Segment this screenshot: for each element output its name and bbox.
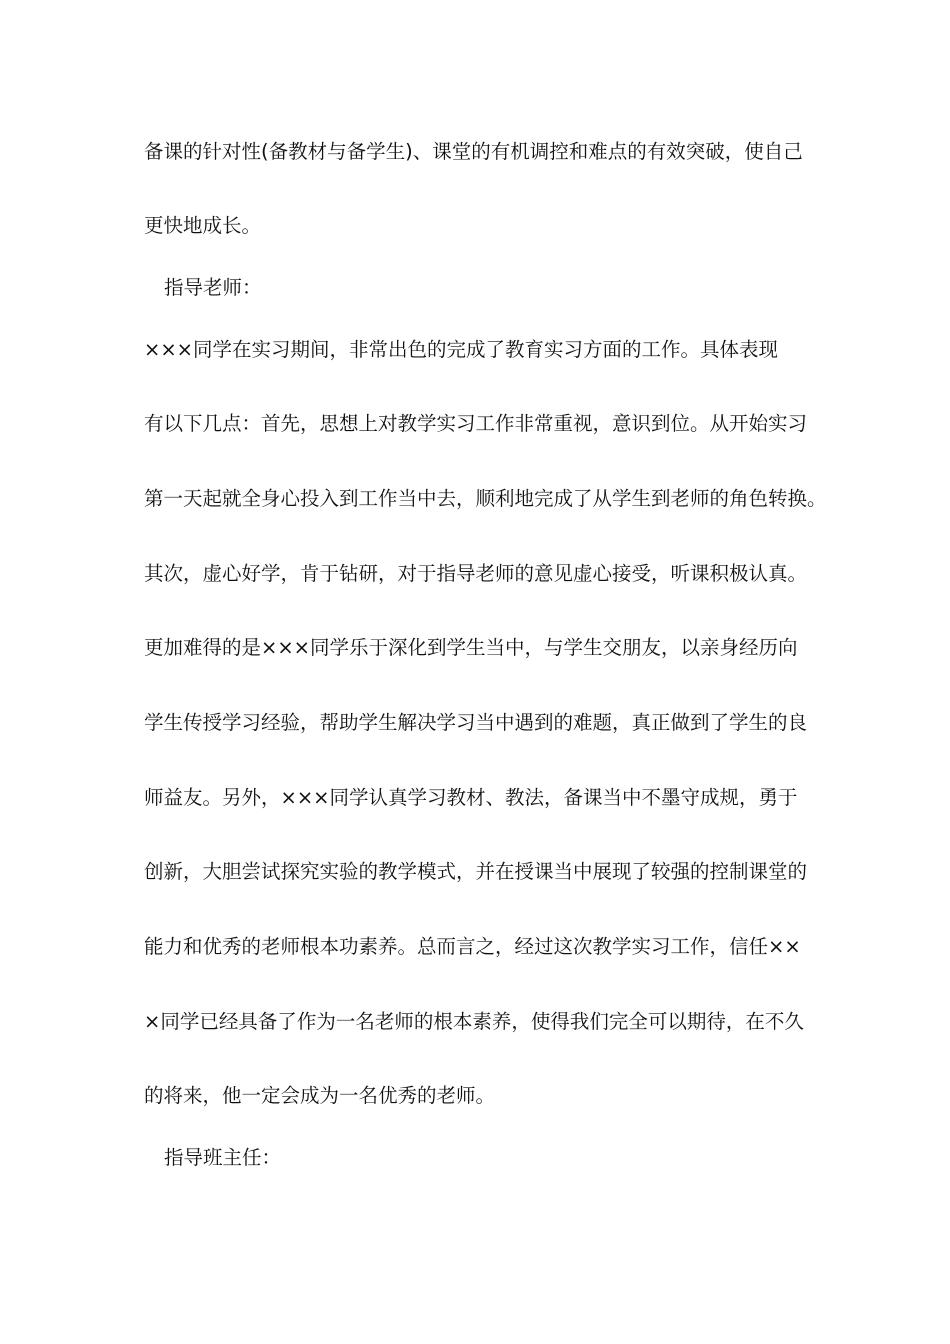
paragraph-line: 能力和优秀的老师根本功素养。总而言之，经过这次教学实习工作，信任××: [144, 935, 801, 958]
paragraph-line: 师益友。另外，×××同学认真学习教材、教法，备课当中不墨守成规，勇于: [144, 786, 798, 809]
advisor-teacher-label: 指导老师：: [164, 276, 262, 299]
paragraph-line: ×××同学在实习期间，非常出色的完成了教育实习方面的工作。具体表现: [144, 338, 779, 361]
paragraph-line: 有以下几点：首先，思想上对教学实习工作非常重视，意识到位。从开始实习: [144, 412, 808, 435]
paragraph-line: 创新，大胆尝试探究实验的教学模式，并在授课当中展现了较强的控制课堂的: [144, 860, 808, 883]
paragraph-line: 其次，虚心好学，肯于钻研，对于指导老师的意见虚心接受，听课积极认真。: [144, 562, 808, 585]
paragraph-line: 更加难得的是×××同学乐于深化到学生当中，与学生交朋友，以亲身经历向: [144, 636, 798, 659]
paragraph-line: 更快地成长。: [144, 214, 262, 237]
paragraph-line: 第一天起就全身心投入到工作当中去，顺利地完成了从学生到老师的角色转换。: [144, 487, 827, 510]
paragraph-line: 备课的针对性(备教材与备学生)、课堂的有机调控和难点的有效突破，使自己: [144, 140, 803, 163]
paragraph-line: ×同学已经具备了作为一名老师的根本素养，使得我们完全可以期待，在不久: [144, 1010, 804, 1033]
paragraph-line: 的将来，他一定会成为一名优秀的老师。: [144, 1084, 496, 1107]
homeroom-teacher-label: 指导班主任：: [164, 1146, 282, 1169]
paragraph-line: 学生传授学习经验，帮助学生解决学习当中遇到的难题，真正做到了学生的良: [144, 711, 808, 734]
